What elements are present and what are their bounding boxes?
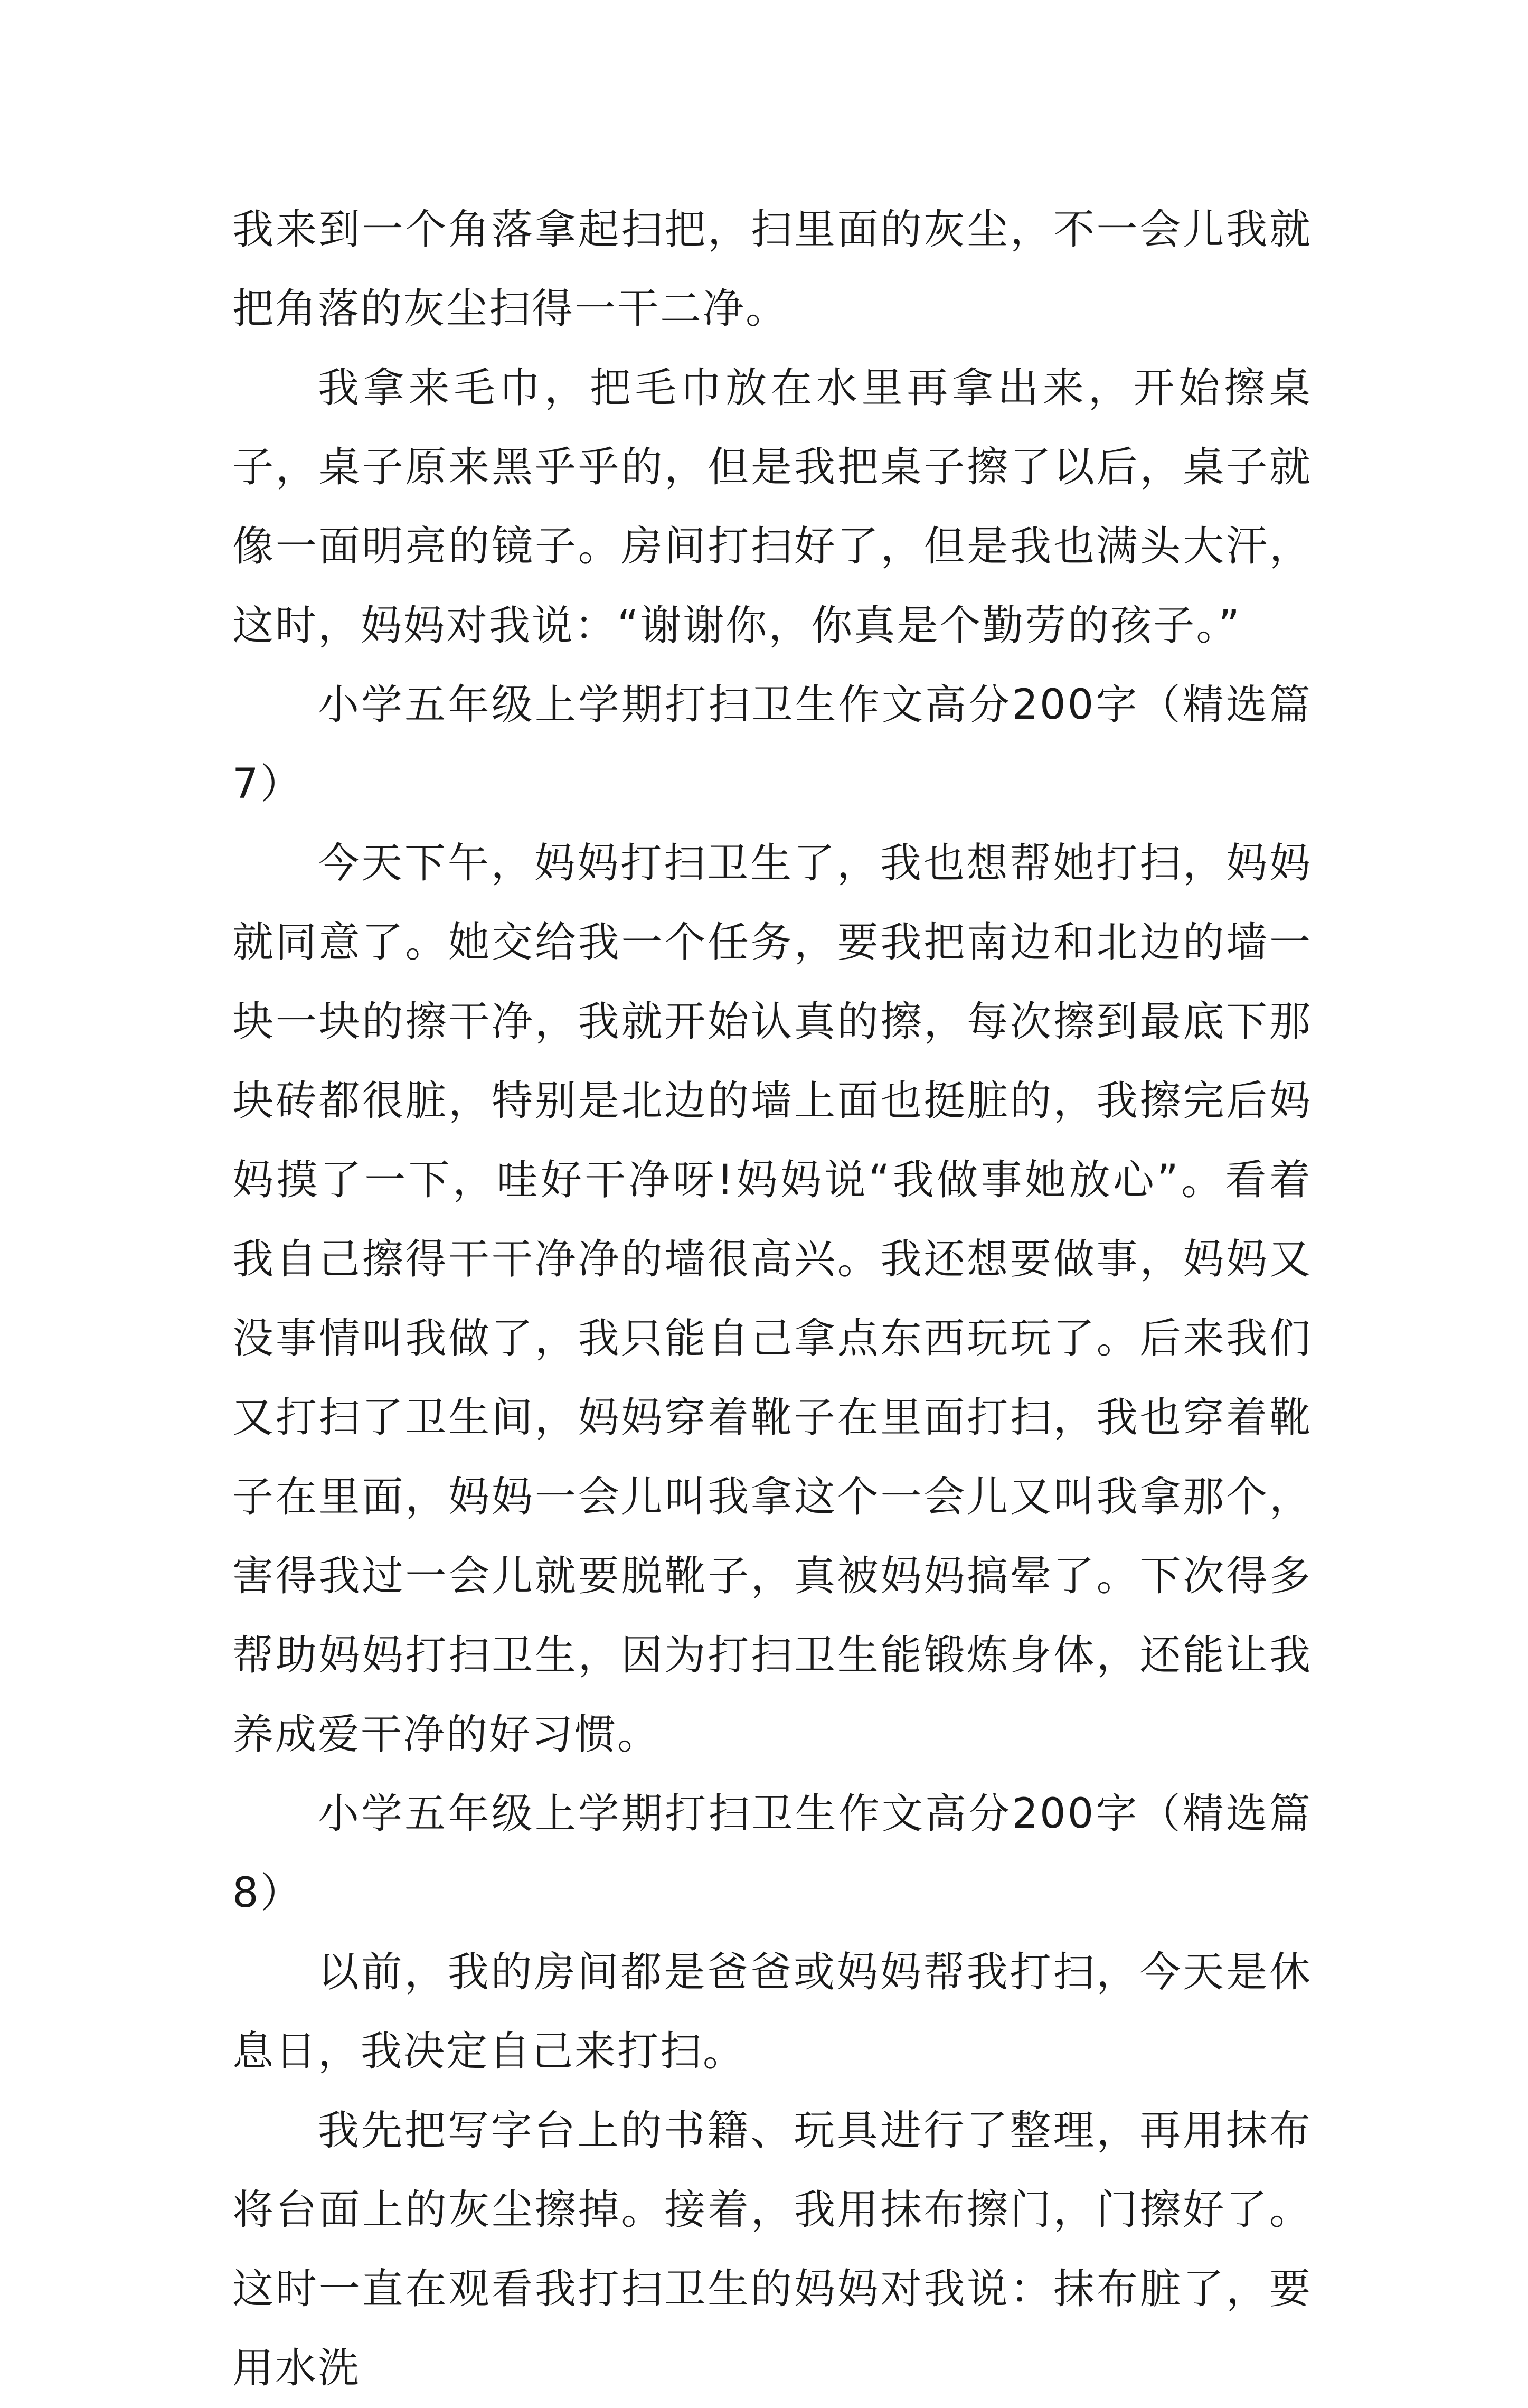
- section-heading-7: 小学五年级上学期打扫卫生作文高分200字（精选篇7）: [232, 681, 1312, 808]
- paragraph-2: 我拿来毛巾，把毛巾放在水里再拿出来，开始擦桌子，桌子原来黑乎乎的，但是我把桌子擦了以后，桌子就像一面明亮的镜子。房间打扫好了，但是我也满头大汗，这时，妈妈对我说：“谢谢你，你真是个勤劳的孩子。”: [232, 364, 1312, 650]
- paragraph-4: 以前，我的房间都是爸爸或妈妈帮我打扫，今天是休息日，我决定自己来打扫。: [232, 1949, 1312, 2075]
- section-heading-8: 小学五年级上学期打扫卫生作文高分200字（精选篇8）: [232, 1790, 1312, 1917]
- document-body: [232, 190, 1312, 2408]
- paragraph-3: 今天下午，妈妈打扫卫生了，我也想帮她打扫，妈妈就同意了。她交给我一个任务，要我把南边和北边的墙一块一块的擦干净，我就开始认真的擦，每次擦到最底下那块砖都很脏，特别是北边的墙上面也挺脏的，我擦完后妈妈摸了一下，哇好干净呀!妈妈说“我做事她放心”。看着我自己擦得干干净净的墙很高兴。我还想要做事，妈妈又没事情叫我做了，我只能自己拿点东西玩玩了。后来我们又打扫了卫生间，妈妈穿着靴子在里面打扫，我也穿着靴子在里面，妈妈一会儿叫我拿这个一会儿又叫我拿那个，害得我过一会儿就要脱靴子，真被妈妈搞晕了。下次得多帮助妈妈打扫卫生，因为打扫卫生能锻炼身体，还能让我养成爱干净的好习惯。: [232, 840, 1312, 1758]
- paragraph-1: 我来到一个角落拿起扫把，扫里面的灰尘，不一会儿我就把角落的灰尘扫得一干二净。: [232, 206, 1312, 333]
- paragraph-5: 我先把写字台上的书籍、玩具进行了整理，再用抹布将台面上的灰尘擦掉。接着，我用抹布擦门，门擦好了。这时一直在观看我打扫卫生的妈妈对我说：抹布脏了，要用水洗: [232, 2107, 1312, 2392]
